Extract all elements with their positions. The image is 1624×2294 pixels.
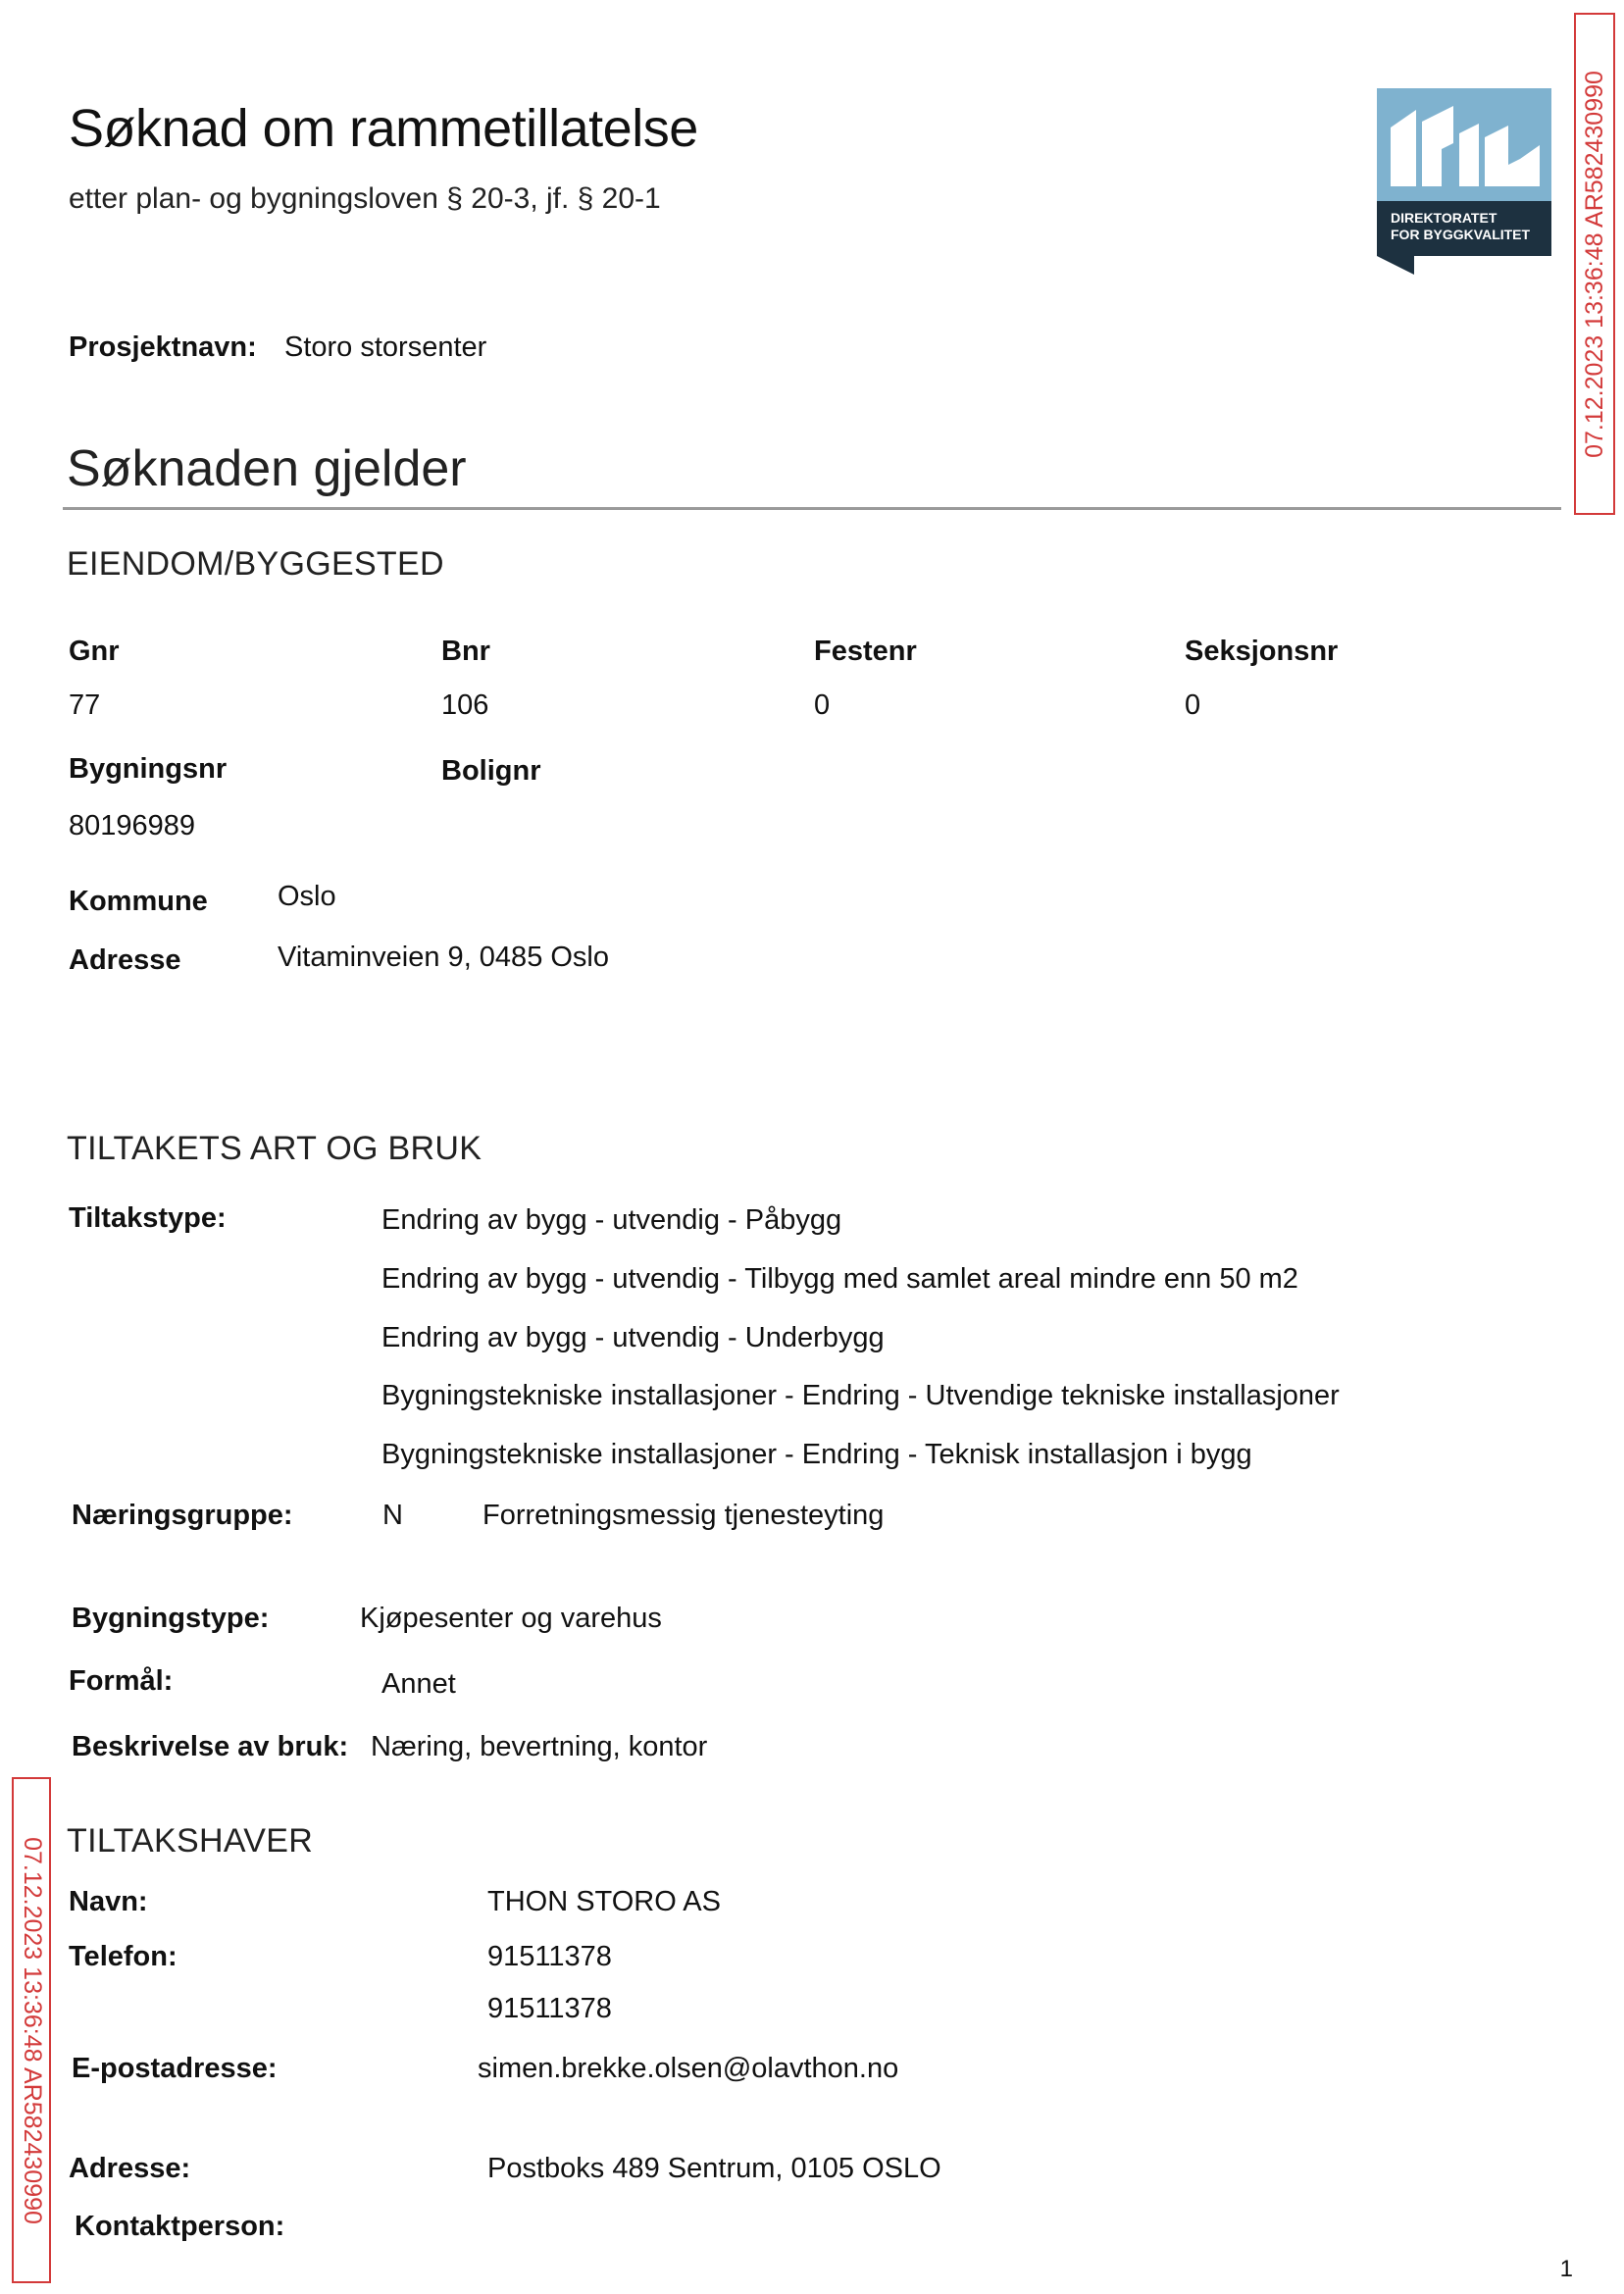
owner-address-label: Adresse: (69, 2153, 191, 2184)
formal-label: Formål: (69, 1665, 174, 1697)
tiltakstype-item: Bygningstekniske installasjoner - Endring - Utvendige tekniske installasjoner (381, 1380, 1340, 1411)
tiltakstype-item: Endring av bygg - utvendig - Tilbygg med samlet areal mindre enn 50 m2 (381, 1263, 1298, 1295)
adresse-label: Adresse (69, 944, 181, 976)
section-title: Søknaden gjelder (67, 440, 467, 497)
owner-email-value: simen.brekke.olsen@olavthon.no (478, 2053, 899, 2084)
seksjonsnr-value: 0 (1185, 689, 1201, 721)
document-subtitle: etter plan- og bygningsloven § 20-3, jf. § 20-1 (69, 182, 661, 215)
property-heading: EIENDOM/BYGGESTED (67, 545, 444, 583)
festenr-value: 0 (814, 689, 831, 721)
page-number: 1 (1559, 2256, 1573, 2282)
stamp-text-right: 07.12.2023 13:36:48 AR582430990 (1580, 70, 1608, 458)
dibk-logo (1377, 88, 1551, 277)
bygningsnr-value: 80196989 (69, 810, 196, 841)
bruk-label: Beskrivelse av bruk: (72, 1731, 349, 1762)
tiltakstype-item: Bygningstekniske installasjoner - Endring - Teknisk installasjon i bygg (381, 1439, 1252, 1470)
tiltakstype-label: Tiltakstype: (69, 1202, 227, 1234)
dibk-logo-graphic (1377, 88, 1551, 277)
festenr-label: Festenr (814, 636, 917, 667)
kommune-label: Kommune (69, 886, 208, 917)
owner-phone-label: Telefon: (69, 1941, 178, 1972)
project-label: Prosjektnavn: (69, 331, 257, 363)
owner-phone-value: 91511378 (487, 1941, 612, 1972)
bnr-value: 106 (441, 689, 489, 721)
section-divider (63, 507, 1561, 510)
bygningstype-label: Bygningstype: (72, 1603, 270, 1634)
document-title: Søknad om rammetillatelse (69, 99, 698, 158)
bygningstype-value: Kjøpesenter og varehus (360, 1603, 662, 1634)
tiltakstype-item: Endring av bygg - utvendig - Underbygg (381, 1322, 885, 1353)
logo-line2: FOR BYGGKVALITET (1391, 227, 1531, 242)
owner-name-label: Navn: (69, 1886, 148, 1917)
bnr-label: Bnr (441, 636, 490, 667)
kommune-value: Oslo (278, 881, 336, 912)
stamp-text-left: 07.12.2023 13:36:48 AR582430990 (18, 1836, 46, 2224)
registration-stamp-right (1574, 13, 1615, 515)
naeringsgruppe-value: Forretningsmessig tjenesteyting (482, 1500, 885, 1531)
seksjonsnr-label: Seksjonsnr (1185, 636, 1339, 667)
owner-email-label: E-postadresse: (72, 2053, 278, 2084)
formal-value: Annet (381, 1668, 456, 1700)
adresse-value: Vitaminveien 9, 0485 Oslo (278, 942, 610, 973)
logo-corner (1377, 256, 1414, 275)
owner-address-value: Postboks 489 Sentrum, 0105 OSLO (487, 2153, 941, 2184)
owner-heading: TILTAKSHAVER (67, 1822, 314, 1860)
owner-phone-value: 91511378 (487, 1993, 612, 2024)
tiltakstype-item: Endring av bygg - utvendig - Påbygg (381, 1204, 842, 1236)
measure-heading: TILTAKETS ART OG BRUK (67, 1130, 482, 1167)
bolignr-label: Bolignr (441, 755, 541, 787)
bruk-value: Næring, bevertning, kontor (371, 1731, 708, 1762)
owner-contact-label: Kontaktperson: (75, 2211, 285, 2242)
bygningsnr-label: Bygningsnr (69, 753, 228, 785)
registration-stamp-left (12, 1777, 51, 2283)
naeringsgruppe-code: N (382, 1500, 403, 1531)
gnr-label: Gnr (69, 636, 120, 667)
gnr-value: 77 (69, 689, 101, 721)
naeringsgruppe-label: Næringsgruppe: (72, 1500, 293, 1531)
owner-name-value: THON STORO AS (487, 1886, 721, 1917)
logo-line1: DIREKTORATET (1391, 210, 1497, 226)
project-value: Storo storsenter (284, 331, 487, 363)
